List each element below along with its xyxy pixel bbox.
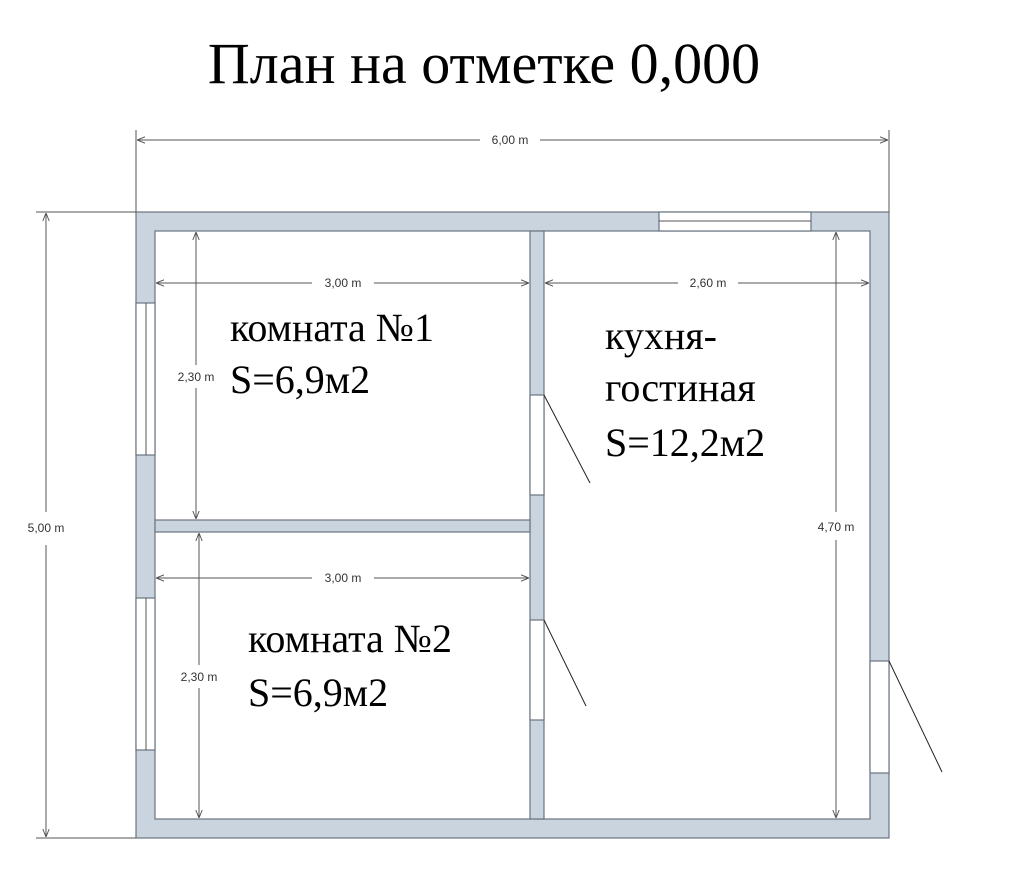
dimension-overall-width (136, 130, 889, 212)
dimension-label-overall-width: 6,00 m (491, 133, 529, 147)
dimension-overall-height (28, 212, 136, 838)
room-2-area: S=6,9м2 (248, 670, 389, 715)
door-room1 (530, 395, 544, 495)
dimension-label-room1-height: 2,30 m (177, 370, 215, 384)
room-1-name: комната №1 (230, 305, 434, 350)
partition-wall-horizontal (155, 520, 530, 532)
door-room2 (530, 620, 544, 720)
dimension-label-kitchen-width: 2,60 m (689, 276, 727, 290)
dimension-label-room2-height: 2,30 m (180, 670, 218, 684)
kitchen-area: S=12,2м2 (605, 420, 766, 465)
door-entrance-swing (889, 661, 942, 772)
dimension-label-overall-height: 5,00 m (27, 521, 65, 535)
dimension-label-room1-width: 3,00 m (324, 276, 362, 290)
partition-wall-vertical (530, 231, 544, 819)
kitchen-name-line2: гостиная (605, 365, 756, 410)
dimension-label-room2-width: 3,00 m (324, 571, 362, 585)
room-1-area: S=6,9м2 (230, 357, 371, 402)
room-2-name: комната №2 (248, 616, 452, 661)
page-title: План на отметке 0,000 (207, 31, 761, 96)
door-entrance (870, 661, 889, 773)
dimension-label-kitchen-height: 4,70 m (817, 520, 855, 534)
kitchen-name-line1: кухня- (605, 313, 717, 358)
